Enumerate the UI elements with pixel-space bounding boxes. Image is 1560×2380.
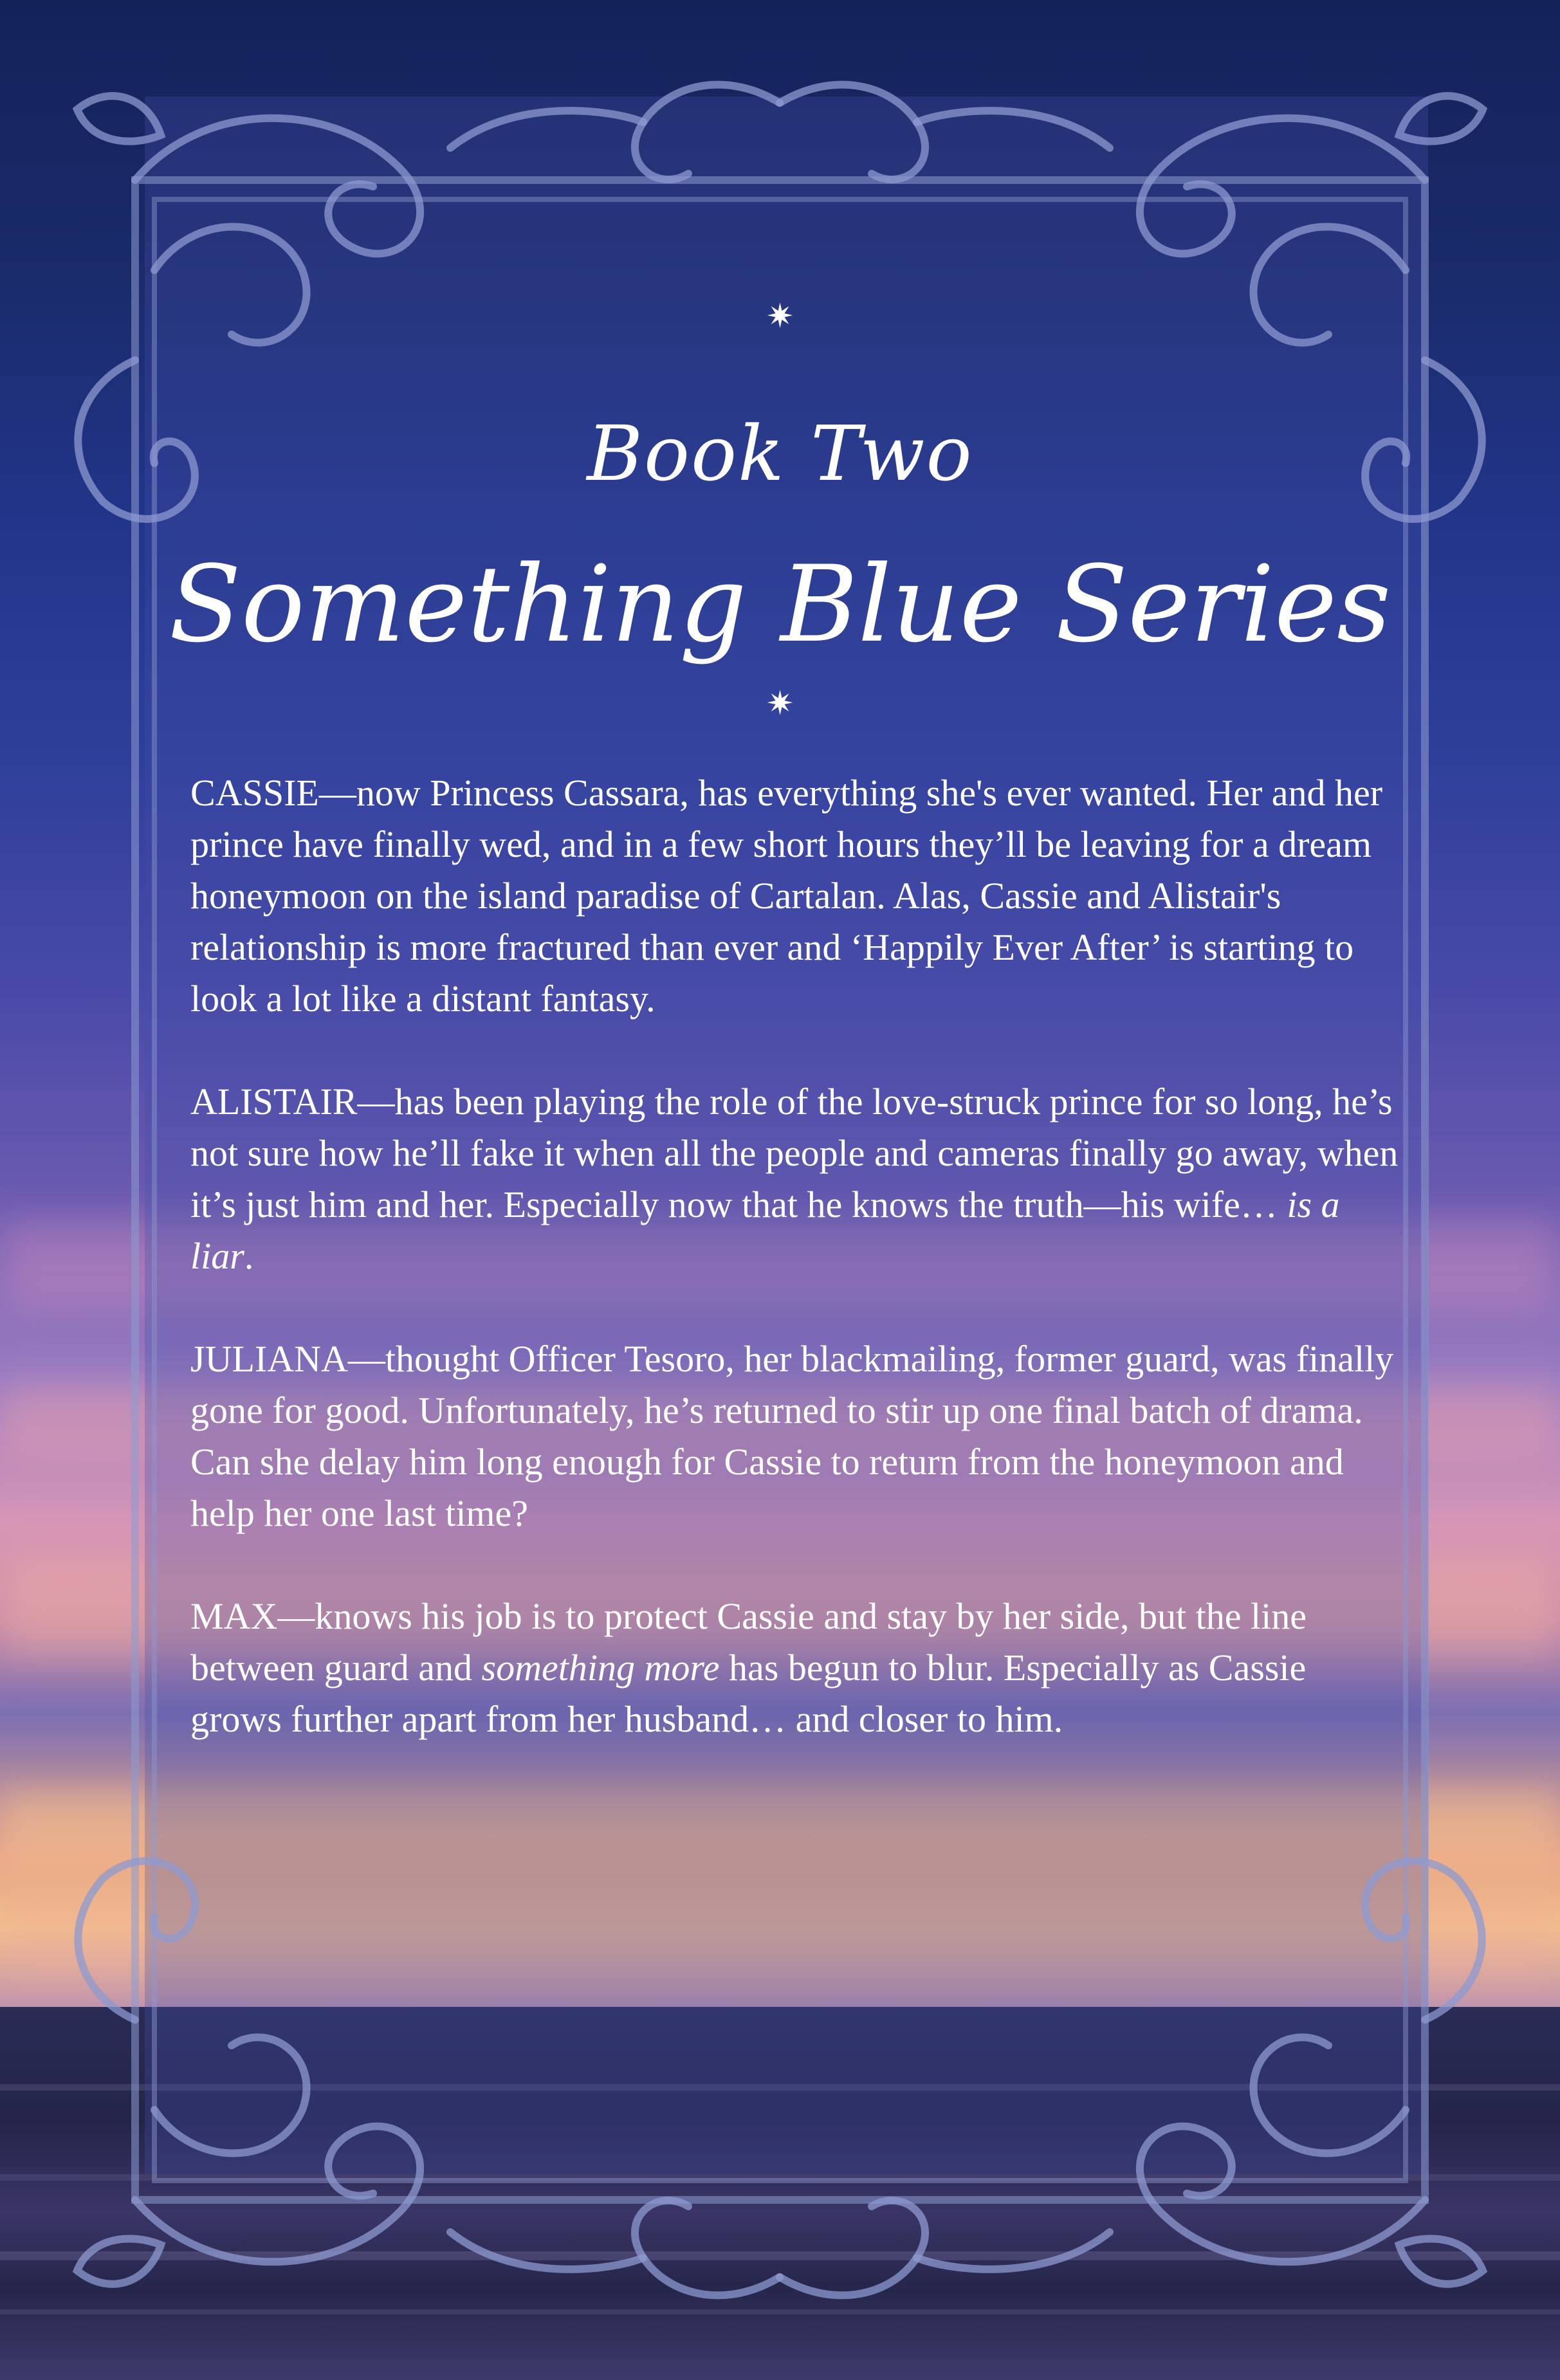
character-name: ALISTAIR xyxy=(190,1081,358,1122)
paragraph-tail: . xyxy=(244,1235,254,1277)
emphasis-text: something more xyxy=(481,1647,720,1689)
emphasis-text: is a liar xyxy=(190,1184,1340,1277)
paragraph-text: —knows his job is to protect Cassie and stay by her side, but the line between guard and xyxy=(190,1595,1307,1689)
book-number-title: Book Two xyxy=(587,409,973,498)
paragraph-text: —has been playing the role of the love-struck prince for so long, he’s not sure how he’ll fake it when all the people and cameras finally go away, when it’s just him and her. Especially now that he knows the truth—his wife… xyxy=(190,1081,1399,1225)
character-name: JULIANA xyxy=(190,1338,348,1380)
character-name: MAX xyxy=(190,1595,278,1637)
back-cover-blurb xyxy=(190,767,1400,1797)
paragraph-tail: has begun to blur. Especially as Cassie grows further apart from her husband… and closer to him. xyxy=(190,1647,1307,1740)
paragraph-max xyxy=(190,1591,1400,1745)
series-title: Something Blue Series xyxy=(169,543,1391,666)
character-name: CASSIE xyxy=(190,772,319,814)
paragraph-cassie xyxy=(190,767,1400,1025)
star-ornament-top: ✷ xyxy=(766,297,794,336)
paragraph-alistair xyxy=(190,1076,1400,1282)
paragraph-text: —thought Officer Tesoro, her blackmailing, former guard, was finally gone for good. Unfortunately, he’s returned to stir up one final batch of drama. Can she delay him long enough for Cassie to return from the honeymoon and help her one last time? xyxy=(190,1338,1394,1534)
paragraph-text: —now Princess Cassara, has everything she's ever wanted. Her and her prince have finally wed, and in a few short hours they’ll be leaving for a dream honeymoon on the island paradise of Cartalan. Alas, Cassie and Alistair's relationship is more fractured than ever and ‘Happily Ever After’ is starting to look a lot like a distant fantasy. xyxy=(190,772,1383,1020)
paragraph-juliana xyxy=(190,1333,1400,1539)
star-ornament-bottom: ✷ xyxy=(766,684,794,723)
